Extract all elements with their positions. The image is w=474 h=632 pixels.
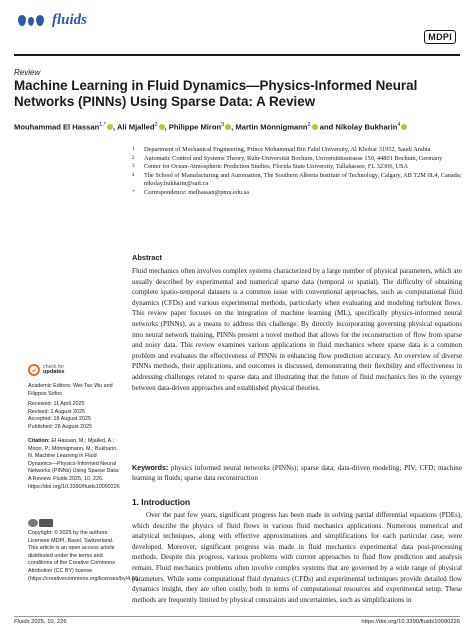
accepted-date: Accepted: 18 August 2025 [28, 416, 91, 423]
droplets-icon [18, 15, 44, 26]
header-divider [14, 54, 460, 56]
footer-divider [14, 616, 460, 617]
author-affiliation-marker: 1,* [99, 122, 106, 128]
affiliation-number: 2 [132, 155, 135, 161]
footer-doi-link[interactable]: https://doi.org/10.3390/fluids10090226 [361, 619, 460, 625]
citation-text[interactable]: El Hassan, M.; Mjalled, A.; Miron, P.; Mönnigmann, M.; Bukharin, N. Machine Learning in Fluid Dynamics—Physics-Informed Neural Networks (PINNs) Using Sparse Data: A Review. Fluids 2025, 10, 226. https://doi.org/10.3390/fluids10090226 [28, 438, 120, 490]
affiliation-item [132, 146, 462, 155]
affiliation-text: Automatic Control and Systems Theory, Ruhr-Universität Bochum, Universitätsstrasse 150, 44801 Bochum, Germany [144, 154, 443, 162]
keywords-text: physics informed neural networks (PINNs); sparse data; data-driven modeling; PIV; CFD; machine learning in fluids; sparse data reconstruction [132, 464, 462, 483]
publisher-logo[interactable]: MDPI [424, 30, 456, 44]
footer-volume: 2025, 10, 226 [31, 619, 67, 625]
copyright-text: Copyright: © 2025 by the authors. Licensee MDPI, Basel, Switzerland. This article is an open access article distributed under the terms and conditions of the Creative Commons Attribution (CC BY) license (https://creativecommons.org/licenses/by/4.0/). [28, 530, 140, 582]
author-name: Philippe Miron [168, 122, 222, 132]
journal-logo[interactable] [18, 12, 87, 29]
affiliations [132, 146, 462, 197]
affiliation-text: The School of Manufacturing and Automation, The Southern Alberta Institute of Technology, Calgary, AB T2M 0L4, Canada; nikolay.bukharin@sait.ca [144, 171, 462, 187]
author-name: Ali Mjalled [116, 122, 155, 132]
section-heading-introduction: 1. Introduction [132, 497, 191, 507]
orcid-icon[interactable] [159, 124, 165, 130]
citation-label: Citation: [28, 438, 50, 444]
article-title: Machine Learning in Fluid Dynamics—Physics-Informed Neural Networks (PINNs) Using Sparse Data: A Review [14, 78, 418, 109]
affiliation-number: 3 [132, 164, 135, 169]
author-list: Mouhammad El Hassan$^{1,*}$ , Ali Mjalled$^2$ , Philippe Miron$^3$ , Martin Mönnigmann$^2$ and Nikolay Bukharin$^4$ [14, 122, 460, 132]
citation-block [28, 438, 120, 491]
article-dates [28, 401, 120, 431]
check-updates-icon [28, 364, 40, 376]
affiliation-item [132, 189, 462, 198]
published-date: Published: 28 August 2025 [28, 423, 93, 430]
affiliation-item [132, 155, 462, 164]
author-name: and Nikolay Bukharin [319, 122, 398, 132]
author-name: Mouhammad El Hassan [14, 122, 100, 132]
affiliation-number: * [132, 189, 135, 195]
author-affiliation-marker: 3 [221, 122, 225, 128]
affiliation-item [132, 172, 462, 189]
orcid-icon[interactable] [401, 124, 407, 130]
author-affiliation-marker: 4 [397, 122, 401, 128]
abstract-heading: Abstract [132, 253, 162, 262]
introduction-text: Over the past few years, significant progress has been made in solving partial differential equations (PDEs), which describe the physics of fluid flows in various fluid mechanics applications. Numerous numerical and analytical techniques, along with effective approximations and simplifications for each particular case, were developed. Moreover, significant progress was made in fluid mechanics experimental data post-processing methods. Despite this progress, various problems with current approaches to fluid flow prediction and analysis remain. Fluid mechanics problems often involve complex systems that are governed by a wide range of physical parameters. While some computational fluid dynamics (CFDs) and experimental techniques provide detailed flow dynamics insight, they are often costly, both in terms of computational resources and experimental setup. These methods are frequently limited by physical constraints and uncertainties, such as simplifications in [132, 511, 462, 604]
check-updates-label: check for updates [43, 363, 65, 375]
journal-name: fluids [52, 12, 88, 28]
affiliation-number: 1 [132, 147, 135, 152]
affiliation-number: 4 [132, 172, 135, 178]
keywords-label: Keywords: [132, 464, 169, 472]
copyright-block [28, 519, 140, 583]
article-type: Review [14, 68, 41, 77]
affiliation-text: Center for Ocean-Atmospheric Prediction Studies, Florida State University, Tallahassee, FL 32306, USA [144, 163, 409, 170]
orcid-icon[interactable] [225, 124, 231, 130]
academic-editors: Academic Editors: Wei-Tao Wu and Filippos Sofos [28, 383, 113, 397]
orcid-icon[interactable] [312, 124, 318, 130]
author-affiliation-marker: 2 [154, 122, 158, 128]
footer-journal-name: Fluids [14, 619, 30, 625]
affiliation-item [132, 163, 462, 172]
received-date: Received: 11 April 2025 [28, 401, 85, 407]
affiliation-text: Department of Mechanical Engineering, Prince Mohammad Bin Fahd University, Al Khobar 31952, Saudi Arabia [144, 146, 431, 153]
footer-journal-ref [14, 619, 67, 625]
author-name: Martin Mönnigmann [235, 122, 308, 132]
keywords [132, 463, 462, 483]
revised-date: Revised: 1 August 2025 [28, 408, 85, 415]
check-for-updates-badge[interactable] [28, 364, 64, 376]
abstract-text: Fluid mechanics often involves complex systems characterized by a large number of physical parameters, which are usually described by experimental and numerical sparse data (temporal or spatial). The difficulty of obtaining complete spatio-temporal datasets is a common issue with conventional approaches, such as computational fluid dynamics (CFDs) and various experimental methods, particularly when evaluating and modeling turbulent flows. This review paper focuses on the integration of machine learning (ML), specifically physics-informed neural networks (PINNs), as a means to address this challenge. By directly incorporating governing physical equations into neural network training, PINNs present a novel method that allows for the reconstruction of flow from sparse and noisy data. This review examines various applications in fluid mechanics where sparse data is a common problem and evaluates the effectiveness of PINNs in enhancing flow prediction accuracy. An overview of diverse PINNs methods, their applications, and outcomes is discussed, demonstrating their flexibility and effectiveness in addressing challenges related to sparse data and illustrating that the future of fluid mechanics lies in the synergy between data-driven approaches and established physical theories. [132, 267, 462, 392]
author-affiliation-marker: 2 [307, 122, 311, 128]
cc-by-license-icon[interactable] [28, 519, 120, 527]
orcid-icon[interactable] [107, 124, 113, 130]
correspondence-email[interactable]: Correspondence: melhassan@pmu.edu.sa [144, 188, 249, 196]
